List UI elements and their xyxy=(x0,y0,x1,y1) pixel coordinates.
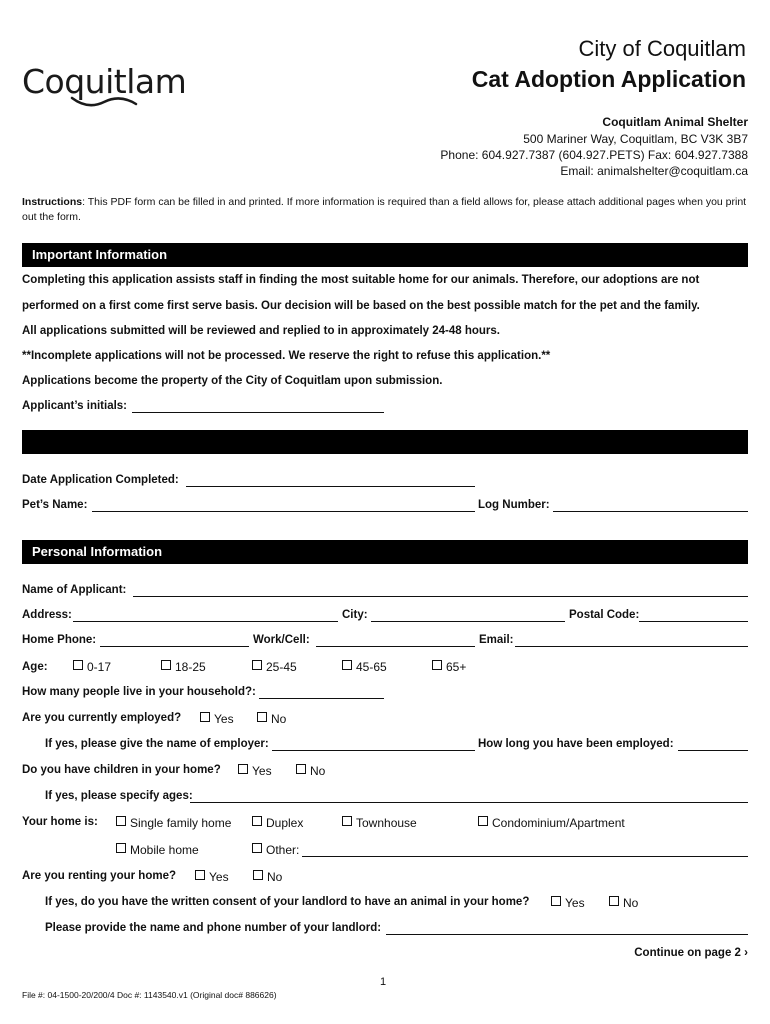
postal-code-label: Postal Code: xyxy=(569,609,640,621)
age-option-label: 18-25 xyxy=(175,660,206,674)
children-ages-label: If yes, please specify ages: xyxy=(45,790,193,802)
work-cell-field[interactable] xyxy=(316,646,475,647)
landlord-consent-label: If yes, do you have the written consent of your landlord to have an animal in your home? xyxy=(45,896,530,908)
single-family-checkbox[interactable] xyxy=(116,816,126,826)
home-option-label: Condominium/Apartment xyxy=(492,816,625,830)
employed-yes-checkbox[interactable] xyxy=(200,712,210,722)
important-line-4: **Incomplete applications will not be processed. We reserve the right to refuse this application.** xyxy=(22,350,551,362)
shelter-address: 500 Mariner Way, Coquitlam, BC V3K 3B7 xyxy=(523,132,748,146)
age-option-label: 65+ xyxy=(446,660,467,674)
initials-label: Applicant’s initials: xyxy=(22,400,128,412)
pet-name-label: Pet’s Name: xyxy=(22,499,88,511)
renting-no-checkbox[interactable] xyxy=(253,870,263,880)
no-label: No xyxy=(271,712,287,726)
landlord-info-field[interactable] xyxy=(386,934,748,935)
consent-yes-checkbox[interactable] xyxy=(551,896,561,906)
chevron-right-icon: › xyxy=(744,947,748,959)
age-45-65-checkbox[interactable] xyxy=(342,660,352,670)
employed-no-checkbox[interactable] xyxy=(257,712,267,722)
age-option-label: 0-17 xyxy=(87,660,112,674)
other-home-checkbox[interactable] xyxy=(252,843,262,853)
employer-field[interactable] xyxy=(272,750,475,751)
children-yes-checkbox[interactable] xyxy=(238,764,248,774)
home-option-label: Other: xyxy=(266,843,300,857)
personal-heading: Personal Information xyxy=(22,540,748,564)
shelter-name: Coquitlam Animal Shelter xyxy=(602,115,748,129)
home-option-label: Single family home xyxy=(130,816,232,830)
home-option-label: Townhouse xyxy=(356,816,417,830)
home-phone-field[interactable] xyxy=(100,646,249,647)
duplex-checkbox[interactable] xyxy=(252,816,262,826)
no-label: No xyxy=(623,896,639,910)
date-completed-field[interactable] xyxy=(186,486,475,487)
blank-section-bar xyxy=(22,430,748,454)
age-option-label: 45-65 xyxy=(356,660,387,674)
important-line-3: All applications submitted will be reviewed and replied to in approximately 24-48 hours. xyxy=(22,325,501,337)
page-number: 1 xyxy=(380,976,387,988)
home-type-label: Your home is: xyxy=(22,816,98,828)
form-title: Cat Adoption Application xyxy=(471,66,746,92)
children-ages-field[interactable] xyxy=(190,802,748,803)
address-label: Address: xyxy=(22,609,72,621)
age-65-plus-checkbox[interactable] xyxy=(432,660,442,670)
home-phone-label: Home Phone: xyxy=(22,634,97,646)
yes-label: Yes xyxy=(209,870,229,884)
shelter-phone-fax: Phone: 604.927.7387 (604.927.PETS) Fax: 604.927.7388 xyxy=(440,148,748,162)
home-option-label: Duplex xyxy=(266,816,304,830)
shelter-email: Email: animalshelter@coquitlam.ca xyxy=(560,164,748,178)
important-line-5: Applications become the property of the City of Coquitlam upon submission. xyxy=(22,375,443,387)
employed-label: Are you currently employed? xyxy=(22,712,182,724)
townhouse-checkbox[interactable] xyxy=(342,816,352,826)
city-title: City of Coquitlam xyxy=(578,36,746,61)
logo-wordmark: Coquitlam xyxy=(22,62,187,101)
important-line-2: performed on a first come first serve basis. Our decision will be based on the best possible match for the pet and the family. xyxy=(22,300,700,312)
postal-code-field[interactable] xyxy=(639,621,748,622)
renting-yes-checkbox[interactable] xyxy=(195,870,205,880)
important-heading: Important Information xyxy=(22,243,748,267)
continue-text: Continue on page 2 xyxy=(634,947,741,959)
children-label: Do you have children in your home? xyxy=(22,764,221,776)
landlord-info-label: Please provide the name and phone number of your landlord: xyxy=(45,922,382,934)
date-completed-label: Date Application Completed: xyxy=(22,474,179,486)
employed-length-label: How long you have been employed: xyxy=(478,738,674,750)
household-label: How many people live in your household?: xyxy=(22,686,256,698)
applicant-name-field[interactable] xyxy=(133,596,748,597)
employed-length-field[interactable] xyxy=(678,750,748,751)
children-no-checkbox[interactable] xyxy=(296,764,306,774)
continue-note xyxy=(634,947,748,959)
age-25-45-checkbox[interactable] xyxy=(252,660,262,670)
age-label: Age: xyxy=(22,661,48,673)
household-field[interactable] xyxy=(259,698,384,699)
address-field[interactable] xyxy=(73,621,338,622)
work-cell-label: Work/Cell: xyxy=(253,634,310,646)
consent-no-checkbox[interactable] xyxy=(609,896,619,906)
yes-label: Yes xyxy=(565,896,585,910)
other-home-field[interactable] xyxy=(302,856,748,857)
age-0-17-checkbox[interactable] xyxy=(73,660,83,670)
initials-field[interactable] xyxy=(132,412,384,413)
yes-label: Yes xyxy=(214,712,234,726)
logo-wave-icon xyxy=(70,94,140,110)
renting-label: Are you renting your home? xyxy=(22,870,176,882)
pet-name-field[interactable] xyxy=(92,511,475,512)
instructions-text: : This PDF form can be filled in and printed. If more information is required than a field allows for, please attach additional pages when you print out the form. xyxy=(22,196,747,223)
age-18-25-checkbox[interactable] xyxy=(161,660,171,670)
condo-checkbox[interactable] xyxy=(478,816,488,826)
instructions-label: Instructions xyxy=(22,196,83,208)
home-option-label: Mobile home xyxy=(130,843,199,857)
age-option-label: 25-45 xyxy=(266,660,297,674)
yes-label: Yes xyxy=(252,764,272,778)
coquitlam-logo xyxy=(22,62,187,112)
city-label: City: xyxy=(342,609,368,621)
applicant-name-label: Name of Applicant: xyxy=(22,584,127,596)
important-line-1: Completing this application assists staff in finding the most suitable home for our animals. Therefore, our adoptions are not xyxy=(22,274,700,286)
mobile-home-checkbox[interactable] xyxy=(116,843,126,853)
email-label: Email: xyxy=(479,634,514,646)
log-number-field[interactable] xyxy=(553,511,748,512)
no-label: No xyxy=(267,870,283,884)
city-field[interactable] xyxy=(371,621,565,622)
instructions xyxy=(22,195,750,225)
no-label: No xyxy=(310,764,326,778)
email-field[interactable] xyxy=(515,646,748,647)
employer-label: If yes, please give the name of employer: xyxy=(45,738,269,750)
file-footer: File #: 04-1500-20/200/4 Doc #: 1143540.v1 (Original doc# 886626) xyxy=(22,990,277,1000)
log-number-label: Log Number: xyxy=(478,499,550,511)
